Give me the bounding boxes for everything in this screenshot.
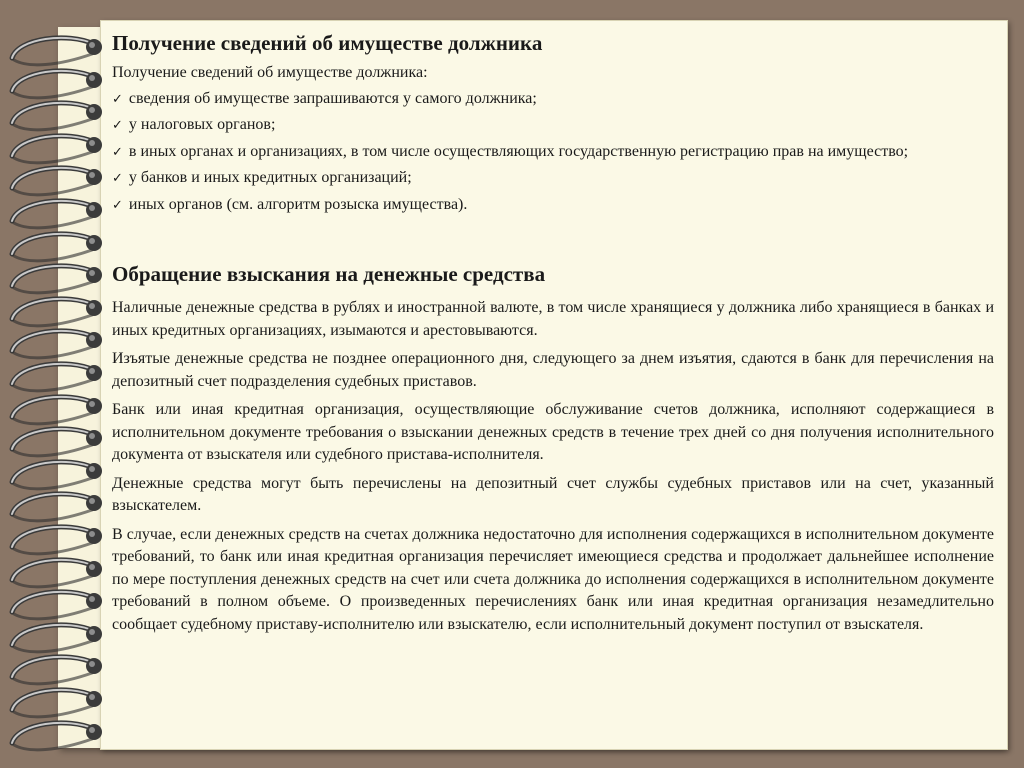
- list-item: ✓ у банков и иных кредитных организаций;: [112, 169, 412, 186]
- paragraph: Наличные денежные средства в рублях и иностранной валюте, в том числе хранящиеся у должника либо хранящиеся в банках и иных кредитных организациях, изымаются и арестовываются.: [112, 299, 994, 339]
- intro-text: Получение сведений об имуществе должника:: [112, 64, 428, 81]
- check-icon: ✓: [112, 118, 123, 133]
- list-item: ✓ у налоговых органов;: [112, 116, 276, 133]
- paragraph: Банк или иная кредитная организация, осуществляющие обслуживание счетов должника, исполняют содержащиеся в исполнительном документе требования о взыскании денежных средств в течение трех дней со дня получения исполнительного документа от взыскателя или судебного пристава-исполнителя.: [112, 401, 994, 463]
- slide-content: [112, 26, 994, 636]
- paragraph: Денежные средства могут быть перечислены на депозитный счет службы судебных приставов или на счет, указанный взыскателем.: [112, 474, 994, 514]
- list-item: ✓ сведения об имуществе запрашиваются у самого должника;: [112, 89, 537, 107]
- check-icon: ✓: [112, 171, 123, 186]
- spiral-binding: [0, 0, 110, 768]
- section-heading-cash-recovery: Обращение взыскания на денежные средства: [112, 262, 546, 286]
- check-icon: ✓: [112, 91, 123, 107]
- section-heading-property-info: Получение сведений об имуществе должника: [112, 31, 543, 55]
- spiral-ring: [8, 713, 110, 757]
- list-item: ✓ в иных органах и организациях, в том числе осуществляющих государственную регистрацию прав на имущество;: [112, 142, 909, 160]
- paragraph: Изъятые денежные средства не позднее операционного дня, следующего за днем изъятия, сдаются в банк для перечисления на депозитный счет подразделения судебных приставов.: [112, 350, 994, 390]
- paragraph: В случае, если денежных средств на счетах должника недостаточно для исполнения содержащихся в исполнительном документе требований, то банк или иная кредитная организация перечисляет имеющиеся средства и продолжает дальнейшее исполнение по мере поступления денежных средств на счет или счета должника до исполнения содержащихся в исполнительном документе требований в полном объеме. О произведенных перечислениях банк или иная кредитная организация незамедлительно сообщает судебному приставу-исполнителю или взыскателю, если исполнительный документ поступил от взыскателя.: [112, 525, 994, 633]
- check-icon: ✓: [112, 197, 123, 213]
- check-icon: ✓: [112, 144, 123, 160]
- list-item: ✓ иных органов (см. алгоритм розыска имущества).: [112, 195, 468, 213]
